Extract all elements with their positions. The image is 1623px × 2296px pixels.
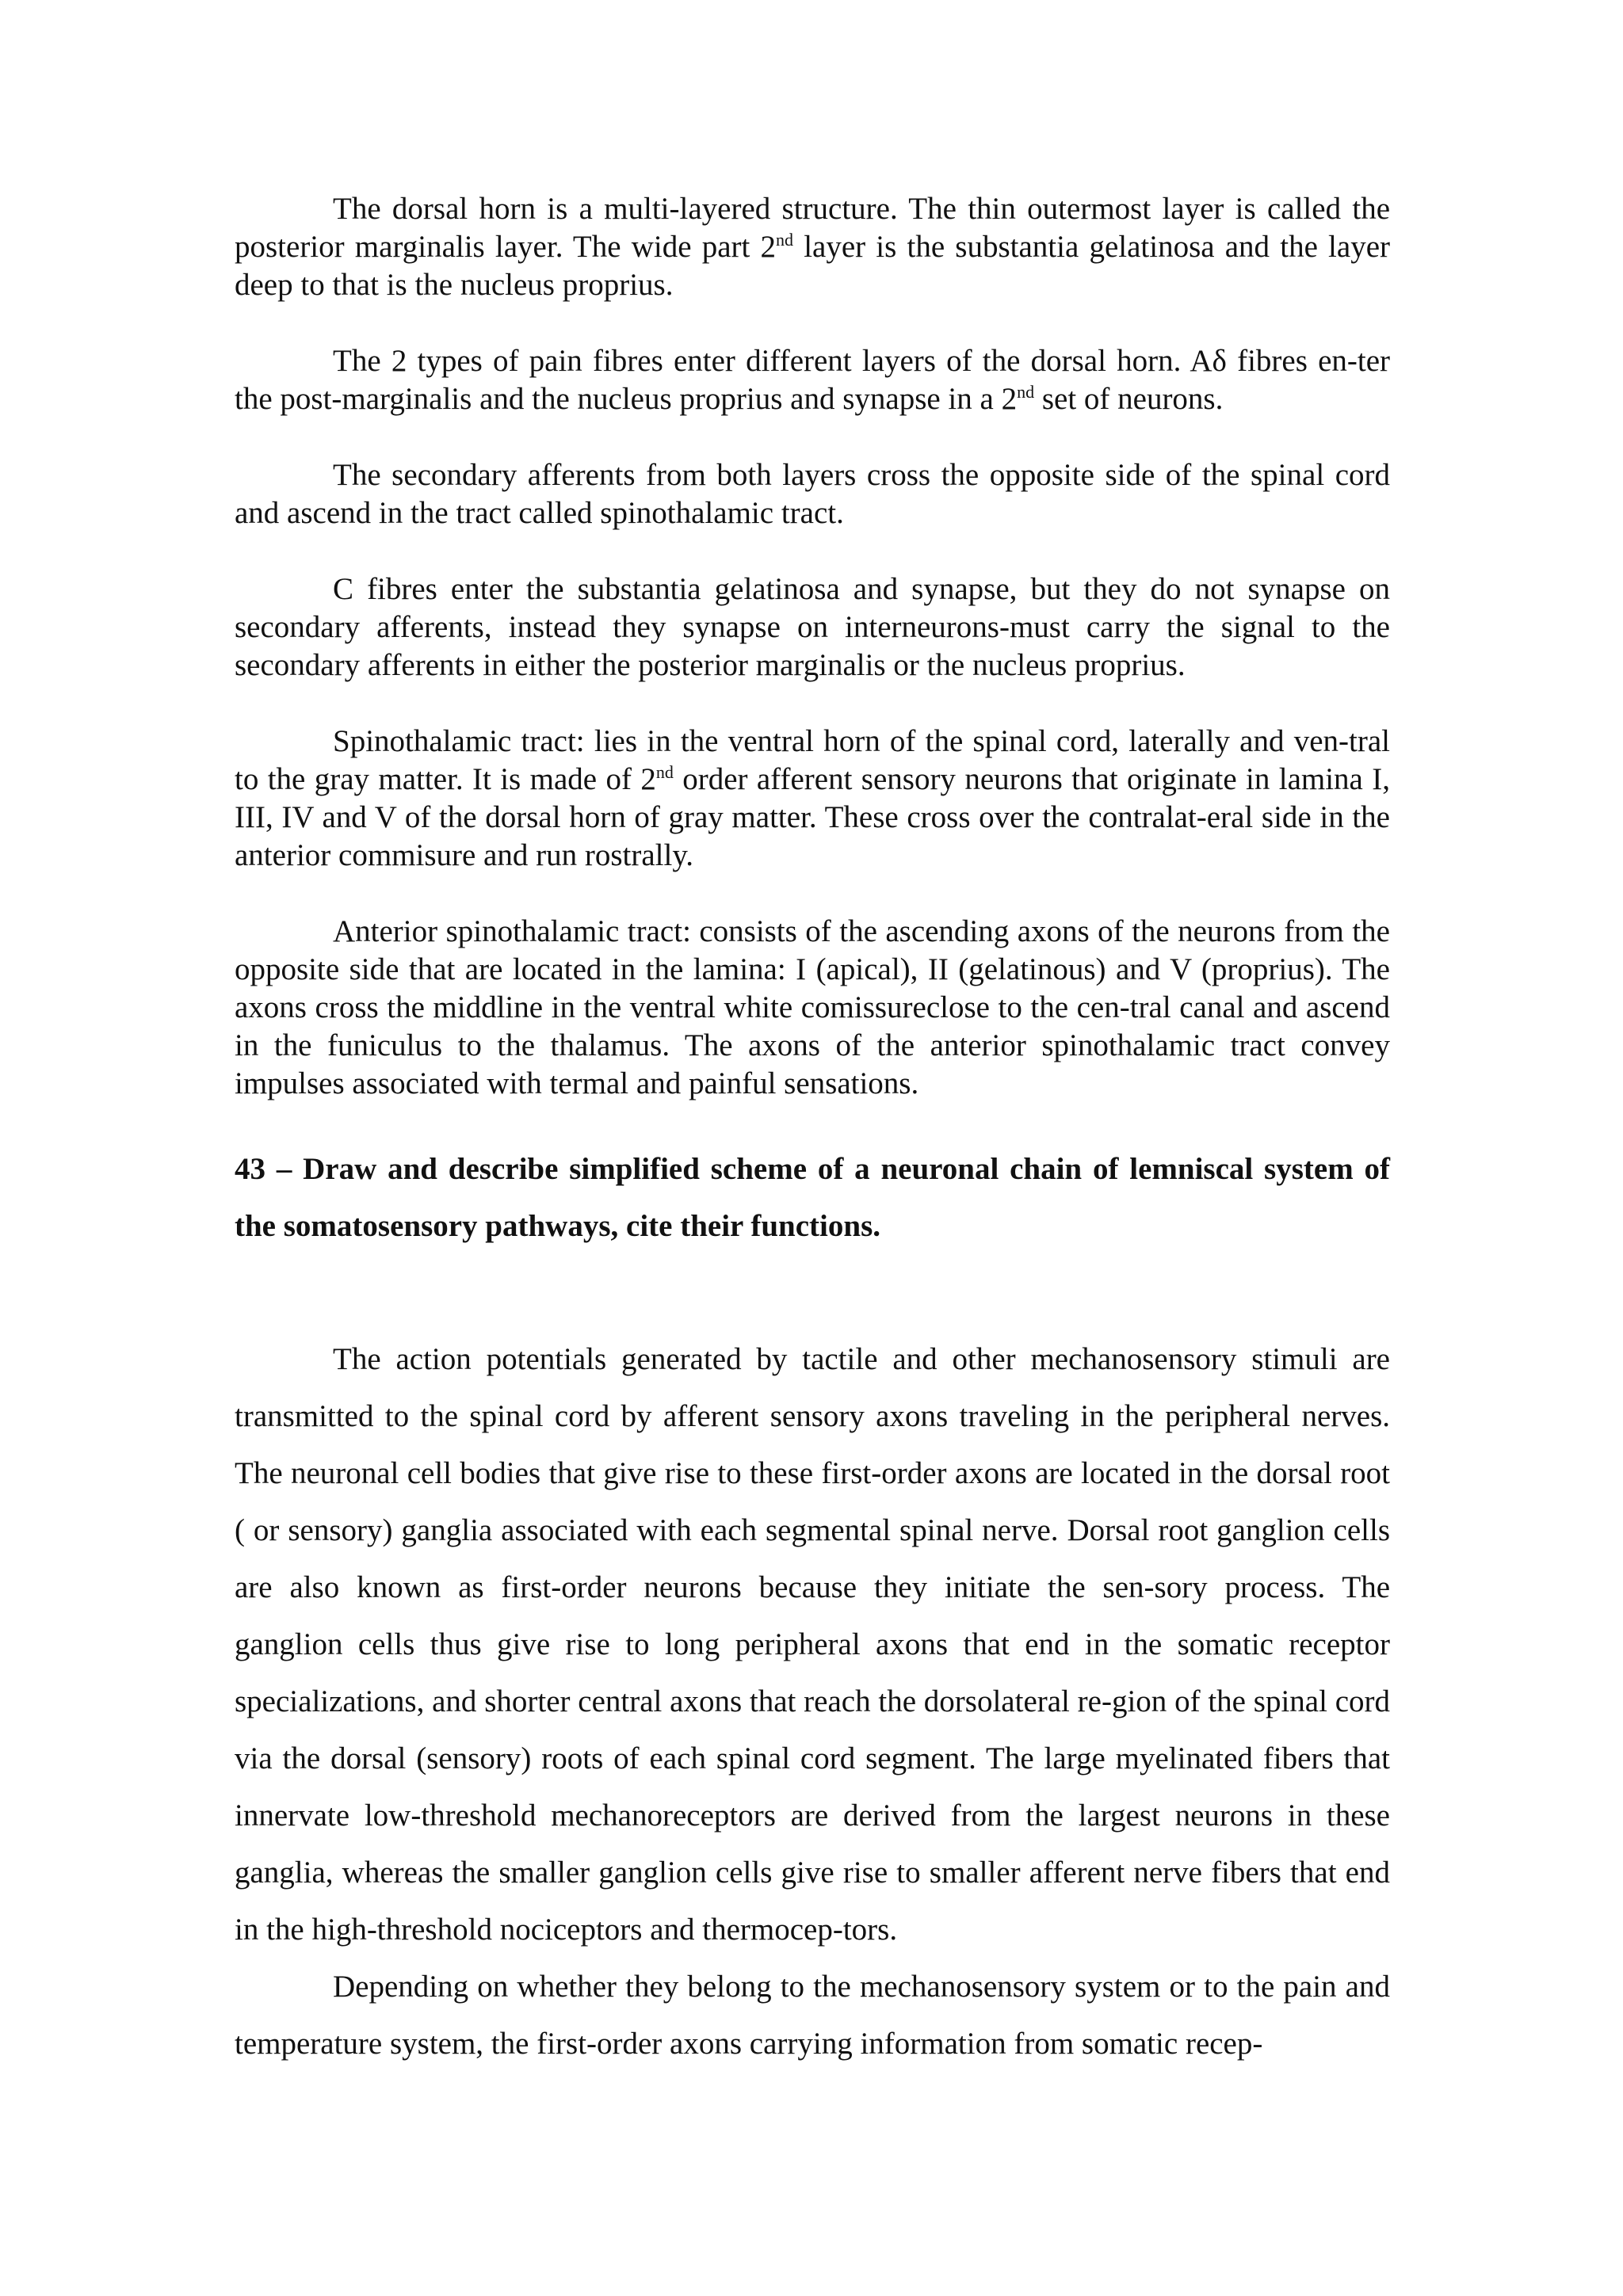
paragraph-action-potentials: The action potentials generated by tactile and other mechanosensory stimuli are transmitted to the spinal cord by afferent sensory axons traveling in the peripheral nerves. The neuronal cell bodies that give rise to these first-order axons are located in the dorsal root ( or sensory) ganglia associated with each segmental spinal nerve. Dorsal root ganglion cells are also known as first-order neurons because they initiate the sen-sory process. The ganglion cells thus give rise to long peripheral axons that end in the somatic receptor specializations, and shorter central axons that reach the dorsolateral re-gion of the spinal cord via the dorsal (sensory) roots of each spinal cord segment. The large myelinated fibers that innervate low-threshold mechanoreceptors are derived from the largest neurons in these ganglia, whereas the smaller ganglion cells give rise to smaller afferent nerve fibers that end in the high-threshold nociceptors and thermocep-tors. [235,1342,1390,1947]
paragraph-c-fibres: C fibres enter the substantia gelatinosa and synapse, but they do not synapse on secondary afferents, instead they synapse on interneurons-must carry the signal to the secondary afferents in either the posterior marginalis or the nucleus proprius. [235,572,1390,682]
paragraph-dorsal-horn: The dorsal horn is a multi-layered structure. The thin outermost layer is called the posterior marginalis layer. The wide part 2nd layer is the substantia gelatinosa and the layer deep to that is the nucleus proprius. [235,192,1390,302]
paragraph-secondary-afferents: The secondary afferents from both layers cross the opposite side of the spinal cord and ascend in the tract called spinothalamic tract. [235,458,1390,530]
section-heading-43: 43 – Draw and describe simplified scheme of a neuronal chain of lemniscal system of the somatosensory pathways, cite their functions. [235,1152,1390,1243]
document-page [235,190,1390,2073]
paragraph-pain-fibres: The 2 types of pain fibres enter different layers of the dorsal horn. Aδ fibres en-ter the post-marginalis and the nucleus proprius and synapse in a 2nd set of neurons. [235,344,1390,416]
paragraph-depending: Depending on whether they belong to the mechanosensory system or to the pain and temperature system, the first-order axons carrying information from somatic recep- [235,1970,1390,2061]
paragraph-anterior-spinothalamic: Anterior spinothalamic tract: consists of the ascending axons of the neurons from the opposite side that are located in the lamina: I (apical), II (gelatinous) and V (proprius). The axons cross the middline in the ventral white comissureclose to the cen-tral canal and ascend in the funiculus to the thalamus. The axons of the anterior spinothalamic tract convey impulses associated with termal and painful sensations. [235,914,1390,1100]
paragraph-spinothalamic-tract: Spinothalamic tract: lies in the ventral horn of the spinal cord, laterally and ven-tral to the gray matter. It is made of 2nd order afferent sensory neurons that originate in lamina I, III, IV and V of the dorsal horn of gray matter. These cross over the contralat-eral side in the anterior commisure and run rostrally. [235,724,1390,872]
